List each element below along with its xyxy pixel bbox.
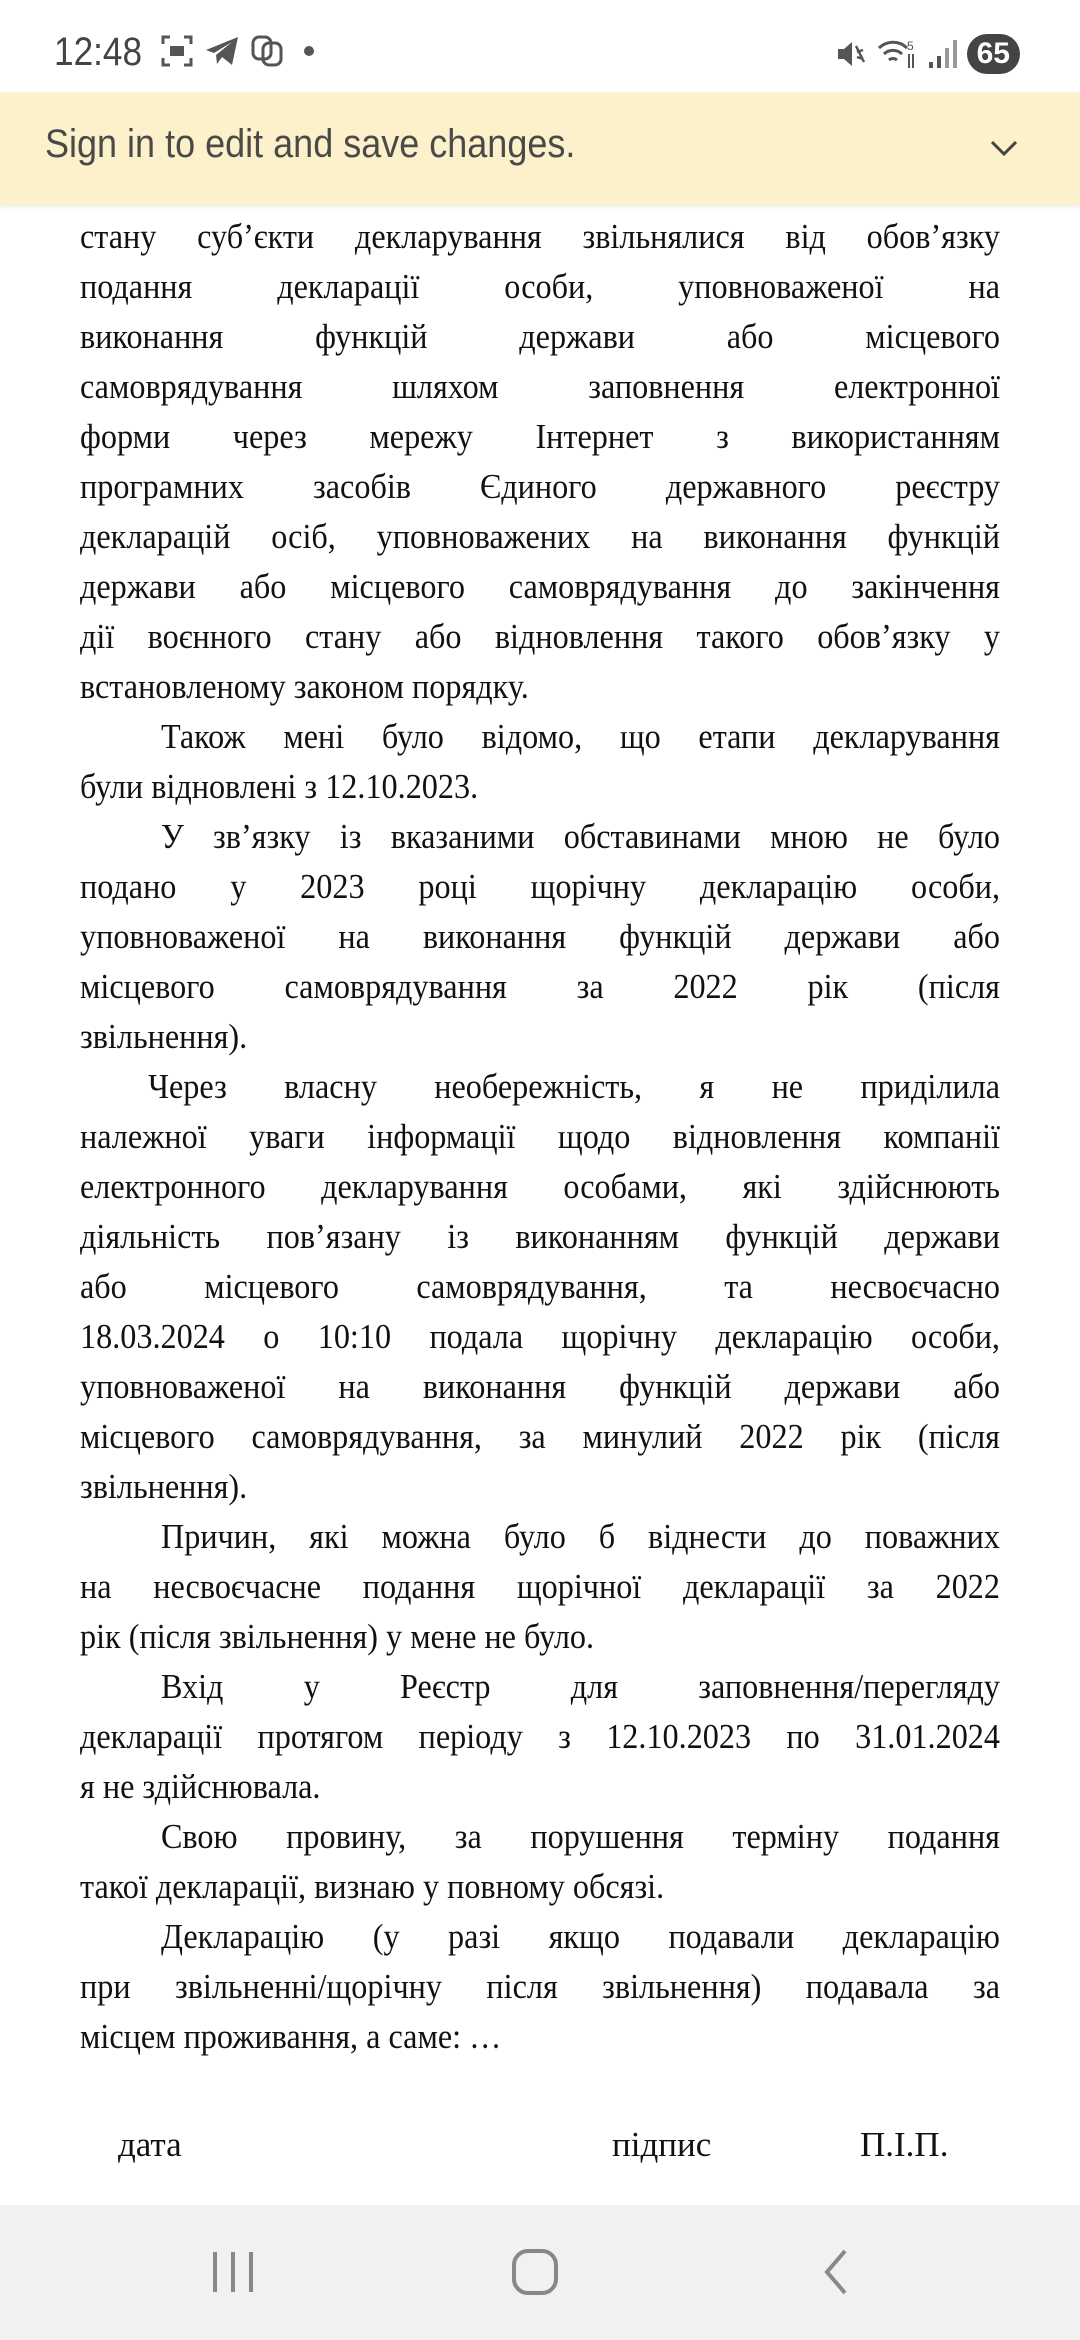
document-line: рік (після звільнення) у мене не було. [80, 1617, 595, 1656]
document-line: подання декларації особи, уповноваженої на [80, 267, 1000, 306]
document-line: Декларацію (у разі якщо подавали декларацію [160, 1917, 1001, 1956]
document-line: були відновлені з 12.10.2023. [80, 767, 479, 806]
document-line: декларацій осіб, уповноважених на виконання функцій [80, 517, 1000, 556]
document-line: звільнення). [80, 1017, 248, 1056]
document-line: декларації протягом періоду з 12.10.2023 по 31.01.2024 [80, 1717, 1000, 1756]
document-line: виконання функцій держави або місцевого [80, 317, 1000, 356]
document-line: стану суб’єкти декларування звільнялися від обов’язку [80, 217, 1000, 256]
document-line: звільнення). [80, 1467, 248, 1506]
document-line: Через власну необережність, я не приділила [148, 1067, 1000, 1106]
screenshot-icon [160, 34, 194, 68]
document-line: держави або місцевого самоврядування до закінчення [80, 567, 1000, 606]
date-label: дата [118, 2125, 182, 2164]
back-icon[interactable] [815, 2247, 855, 2297]
document-line: подано у 2023 році щорічну декларацію особи, [80, 867, 1000, 906]
sign-in-banner[interactable] [0, 92, 1080, 205]
status-time: 12:48 [54, 30, 143, 74]
home-icon[interactable] [510, 2247, 560, 2297]
document-line: місцем проживання, а саме: … [80, 2017, 502, 2056]
document-line: Також мені було відомо, що етапи декларування [160, 717, 1001, 756]
document-line: я не здійснювала. [80, 1767, 321, 1806]
document-line: Причин, які можна було б віднести до поважних [160, 1517, 1001, 1556]
document-line: 18.03.2024 о 10:10 подала щорічну декларацію особи, [80, 1317, 1000, 1356]
name-label: П.І.П. [860, 2125, 949, 2164]
document-line: електронного декларування особами, які здійснюють [80, 1167, 1000, 1206]
notification-dot-icon [304, 46, 314, 56]
document-line: на несвоєчасне подання щорічної декларації за 2022 [80, 1567, 1000, 1606]
signal-icon [927, 38, 957, 70]
document-line: або місцевого самоврядування, та несвоєчасно [80, 1267, 1000, 1306]
document-line: такої декларації, визнаю у повному обсязі. [80, 1867, 665, 1906]
document-line: самоврядування шляхом заповнення електронної [80, 367, 1000, 406]
document-line: дії воєнного стану або відновлення такого обов’язку у [80, 617, 1000, 656]
banner-text: Sign in to edit and save changes. [45, 122, 576, 166]
mute-icon [835, 38, 867, 70]
signature-label: підпис [612, 2125, 712, 2164]
status-bar [0, 0, 1080, 92]
document-line: місцевого самоврядування за 2022 рік (після [80, 967, 1000, 1006]
telegram-icon [204, 35, 240, 67]
document-line: встановленому законом порядку. [80, 667, 529, 706]
document-line: програмних засобів Єдиного державного реєстру [80, 467, 1000, 506]
document-line: уповноваженої на виконання функцій держави або [80, 917, 1000, 956]
document-line: форми через мережу Інтернет з використанням [80, 417, 1000, 456]
document-line: Свою провину, за порушення терміну подання [160, 1817, 1001, 1856]
wifi-icon [877, 38, 917, 70]
copilot-icon [250, 34, 284, 68]
navigation-bar [0, 2205, 1080, 2340]
network-label: 5 [906, 39, 914, 53]
document-line: при звільненні/щорічну після звільнення) подавала за [80, 1967, 1000, 2006]
document-body [80, 212, 1000, 2062]
document-line: У зв’язку із вказаними обставинами мною не було [160, 817, 1001, 856]
document-line: Вхід у Реєстр для заповнення/перегляду [160, 1667, 1001, 1706]
document-line: місцевого самоврядування, за минулий 2022 рік (після [80, 1417, 1000, 1456]
recent-apps-icon[interactable] [208, 2247, 258, 2297]
document-line: уповноваженої на виконання функцій держави або [80, 1367, 1000, 1406]
document-line: належної уваги інформації щодо відновлення компанії [80, 1117, 1000, 1156]
battery-indicator: 65 [967, 34, 1020, 74]
chevron-down-icon[interactable] [984, 128, 1024, 168]
document-line: діяльність пов’язану із виконанням функцій держави [80, 1217, 1000, 1256]
